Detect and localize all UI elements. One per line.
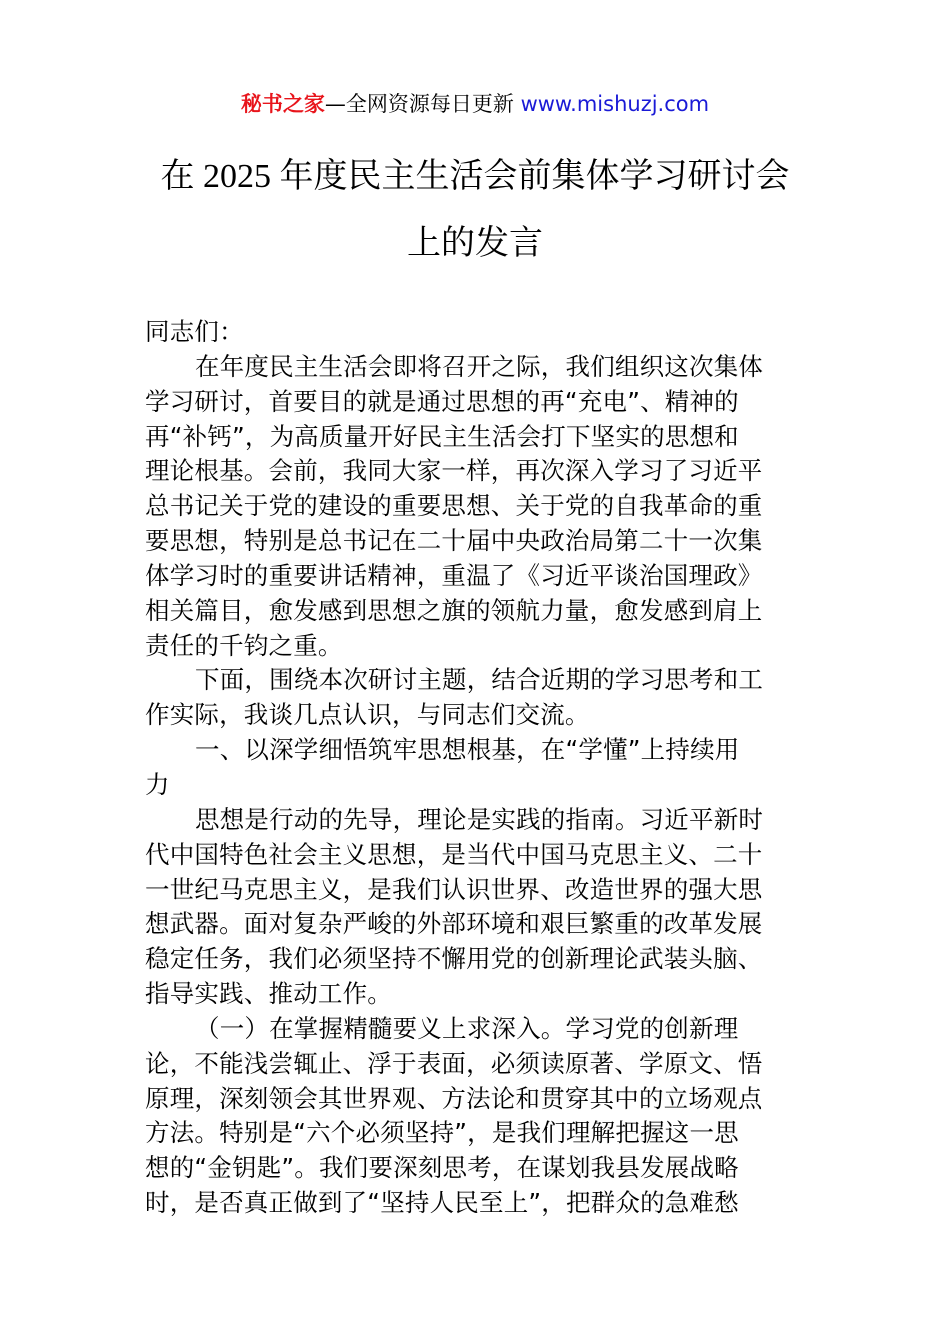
paragraph-line: 体学习时的重要讲话精神，重温了《习近平谈治国理政》 (145, 560, 763, 590)
paragraph-line: 原理，深刻领会其世界观、方法论和贯穿其中的立场观点 (145, 1083, 763, 1113)
paragraph-line: 想的“金钥匙”。我们要深刻思考，在谋划我县发展战略 (145, 1153, 739, 1183)
paragraph-line: 一世纪马克思主义，是我们认识世界、改造世界的强大思 (145, 874, 763, 904)
paragraph-line: 方法。特别是“六个必须坚持”，是我们理解把握这一思 (145, 1118, 739, 1148)
site-url-link[interactable]: www.mishuzj.com (520, 92, 710, 116)
site-header (0, 89, 950, 119)
section-heading-line: 一、以深学细悟筑牢思想根基，在“学懂”上持续用 (195, 735, 740, 765)
paragraph-line: 相关篇目，愈发感到思想之旗的领航力量，愈发感到肩上 (145, 595, 763, 625)
paragraph-line: 在年度民主生活会即将召开之际，我们组织这次集体 (195, 351, 764, 381)
paragraph-line: 时，是否真正做到了“坚持人民至上”，把群众的急难愁 (145, 1188, 739, 1218)
paragraph-line: 代中国特色社会主义思想，是当代中国马克思主义、二十 (145, 839, 763, 869)
brand-name: 秘书之家 (240, 92, 325, 116)
document-title-line-2: 上的发言 (407, 225, 543, 262)
paragraph-line: 要思想，特别是总书记在二十届中央政治局第二十一次集 (145, 526, 763, 556)
salutation: 同志们： (145, 317, 244, 346)
paragraph-line: 再“补钙”，为高质量开好民主生活会打下坚实的思想和 (145, 421, 739, 451)
header-tagline: —全网资源每日更新 (324, 92, 514, 116)
paragraph-line: 作实际，我谈几点认识，与同志们交流。 (145, 700, 590, 730)
section-heading-line: 力 (145, 769, 170, 799)
paragraph-line: 思想是行动的先导，理论是实践的指南。习近平新时 (195, 804, 764, 834)
paragraph-line: 责任的千钧之重。 (145, 630, 343, 660)
paragraph-line: 想武器。面对复杂严峻的外部环境和艰巨繁重的改革发展 (145, 909, 763, 939)
paragraph-line: 指导实践、推动工作。 (145, 979, 392, 1009)
paragraph-line: 理论根基。会前，我同大家一样，再次深入学习了习近平 (145, 456, 763, 486)
paragraph-line: （一）在掌握精髓要义上求深入。学习党的创新理 (195, 1013, 739, 1043)
paragraph-line: 总书记关于党的建设的重要思想、关于党的自我革命的重 (145, 491, 763, 521)
document-title-line-1: 在 2025 年度民主生活会前集体学习研讨会 (160, 158, 790, 195)
paragraph-line: 论，不能浅尝辄止、浮于表面，必须读原著、学原文、悟 (145, 1048, 763, 1078)
paragraph-line: 稳定任务，我们必须坚持不懈用党的创新理论武装头脑、 (145, 944, 763, 974)
paragraph-line: 学习研讨，首要目的就是通过思想的再“充电”、精神的 (145, 386, 739, 416)
document-body (145, 315, 810, 1221)
paragraph-line: 下面，围绕本次研讨主题，结合近期的学习思考和工 (195, 665, 764, 695)
